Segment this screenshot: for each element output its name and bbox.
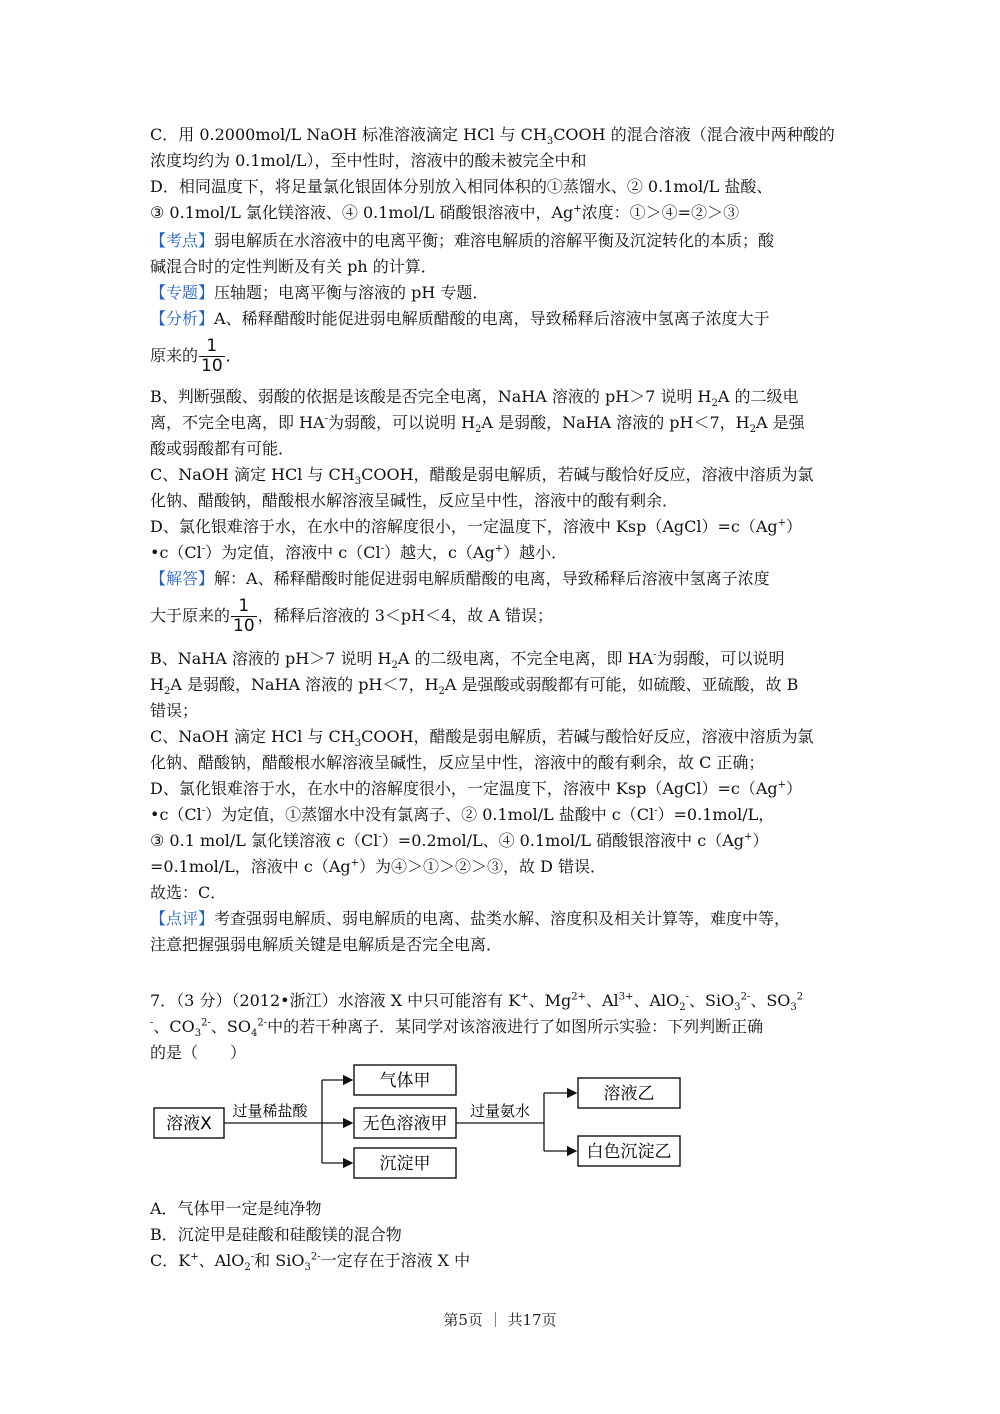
fraction-one-tenth [199, 337, 225, 376]
option-c: C．K+、AlO$_2$-和 SiO$_3^{2-}$一定存在于溶液 X 中 [150, 1251, 471, 1274]
label-precip-jia: 沉淀甲 [379, 1154, 431, 1174]
zhuanti-section [150, 280, 855, 306]
question-6-option-d: D．相同温度下，将足量氯化银固体分别放入相同体积的①蒸馏水、② 0.1mol/L 盐酸、 ③ 0.1mol/L 氯化镁溶液、④ 0.1mol/L 硝酸银溶液中，Ag+浓度：①＞④=②＞③ [150, 174, 855, 226]
fenxi-text: A、稀释醋酸时能促进弱电解质醋酸的电离，导致稀释后溶液中氢离子浓度大于 [214, 309, 770, 328]
answer-choice [150, 880, 855, 906]
fraction-numerator: 1 [231, 597, 257, 617]
kaodian-section: 【考点】弱电解质在水溶液中的电离平衡；难溶电解质的溶解平衡及沉淀转化的本质；酸 碱混合时的定性判断及有关 ph 的计算． [150, 231, 775, 276]
label-reagent-1: 过量稀盐酸 [232, 1102, 308, 1120]
page-separator: ｜ [487, 1311, 503, 1329]
page-total: 共17页 [507, 1311, 557, 1329]
fraction-denominator: 10 [201, 356, 223, 376]
label-solution-x: 溶液X [166, 1114, 212, 1134]
jieda-a-pre: 大于原来的 [150, 606, 231, 625]
kaodian-tag: 【考点】 [150, 231, 215, 250]
fenxi-c: C、NaOH 滴定 HCl 与 $CH_3COOH$，醋酸是弱电解质，若碱与酸恰好反应，溶液中溶质为氯 化钠、醋酸钠，醋酸根水解溶液呈碱性，反应呈中性，溶液中的酸有剩余． [150, 465, 814, 510]
zhuanti-text: 压轴题；电离平衡与溶液的 pH 专题． [214, 283, 489, 302]
label-gas-jia: 气体甲 [379, 1071, 431, 1091]
jieda-c: C、NaOH 滴定 HCl 与 $CH_3COOH$，醋酸是弱电解质，若碱与酸恰好反应，溶液中溶质为氯 化钠、醋酸钠，醋酸根水解溶液呈碱性，反应呈中性，溶液中的酸有剩余，故 C 正确； [150, 727, 814, 772]
answer-text: 故选：C． [150, 883, 227, 902]
page-number: 第5页 [443, 1311, 483, 1329]
dianping-tag: 【点评】 [150, 909, 215, 928]
fraction-denominator: 10 [233, 616, 255, 636]
label-white-precip-yi: 白色沉淀乙 [586, 1142, 672, 1162]
fenxi-tag: 【分析】 [150, 309, 215, 328]
question-6-option-c: C．用 0.2000mol/L NaOH 标准溶液滴定 HCl 与 $CH_3COOH$ 的混合溶液（混合液中两种酸的 浓度均约为 0.1mol/L），至中性时，溶液中的酸未被完全中和 [150, 125, 835, 170]
fenxi-d: D、氯化银难溶于水，在水中的溶解度很小，一定温度下，溶液中 Ksp（AgCl）=c（Ag+） •c（Cl-）为定值，溶液中 c（Cl-）越大，c（Ag+）越小． [150, 517, 803, 562]
fraction-one-tenth-2 [231, 597, 257, 636]
fenxi-section [150, 306, 855, 380]
fenxi-b: B、判断强酸、弱酸的依据是该酸是否完全电离，NaHA 溶液的 pH＞7 说明 $H_2A$ 的二级电 离，不完全电离，即 HA-为弱酸，可以说明 $H_2A$ 是弱酸，NaHA 溶液的 pH＜7，$H_2A$ 是强 酸或弱酸都有可能． [150, 387, 805, 458]
jieda-b: B、NaHA 溶液的 pH＞7 说明 $H_2A$ 的二级电离，不完全电离，即 HA-为弱酸，可以说明 $H_2A$ 是弱酸，NaHA 溶液的 pH＜7，$H_2A$ 是强酸或弱酸都有可能，如硫酸、亚硫酸，故 B 错误； [150, 649, 799, 720]
jieda-d: D、氯化银难溶于水，在水中的溶解度很小，一定温度下，溶液中 Ksp（AgCl）=c（Ag+） •c（Cl-）为定值，①蒸馏水中没有氯离子、② 0.1mol/L 盐酸中 c（Cl-）=0.1mol/L， ③ 0.1 mol/L 氯化镁溶液 c（Cl-）=0.2mol/L、④ 0.1mol/L 硝酸银溶液中 c（Ag+） =0.1mol/L，溶液中 c（Ag+）为④＞①＞②＞③，故 D 错误． [150, 779, 803, 876]
option-b: B．沉淀甲是硅酸和硅酸镁的混合物 [150, 1225, 402, 1244]
fenxi-tail-post: ． [225, 346, 242, 365]
option-a: A．气体甲一定是纯净物 [150, 1199, 322, 1218]
jieda-section [150, 566, 855, 640]
jieda-a-post: ，稀释后溶液的 3＜pH＜4，故 A 错误； [257, 606, 554, 625]
question-7-header: 7．（3 分）（2012•浙江）水溶液 X 中只可能溶有 K+、$Mg^{2+}$、$Al^{3+}$、AlO$_2$-、SiO$_3^{2-}$、$SO_3^2$ -、$CO_3^{2-}$、$SO_4^{2-}$中的若干种离子．某同学对该溶液进行了如图所示实验：下列判断正确 的是（ ） [150, 991, 804, 1062]
dianping-section: 【点评】考查强弱电解质、弱电解质的电离、盐类水解、溶度积及相关计算等，难度中等， 注意把握强弱电解质关键是电解质是否完全电离． [150, 909, 791, 954]
option-d-line-1: D．相同温度下，将足量氯化银固体分别放入相同体积的①蒸馏水、② 0.1mol/L 盐酸、 [150, 177, 773, 196]
page-footer [0, 1309, 1000, 1330]
experiment-flow-diagram [150, 1060, 690, 1185]
fraction-numerator: 1 [199, 337, 225, 357]
label-reagent-2: 过量氨水 [469, 1102, 531, 1120]
jieda-a-text: 解：A、稀释醋酸时能促进弱电解质醋酸的电离，导致稀释后溶液中氢离子浓度 [214, 569, 770, 588]
fenxi-tail-pre: 原来的 [150, 346, 199, 365]
label-colorless-jia: 无色溶液甲 [362, 1114, 448, 1134]
jieda-tag: 【解答】 [150, 569, 215, 588]
question-7-options [150, 1196, 855, 1274]
label-solution-yi: 溶液乙 [603, 1084, 655, 1104]
zhuanti-tag: 【专题】 [150, 283, 215, 302]
